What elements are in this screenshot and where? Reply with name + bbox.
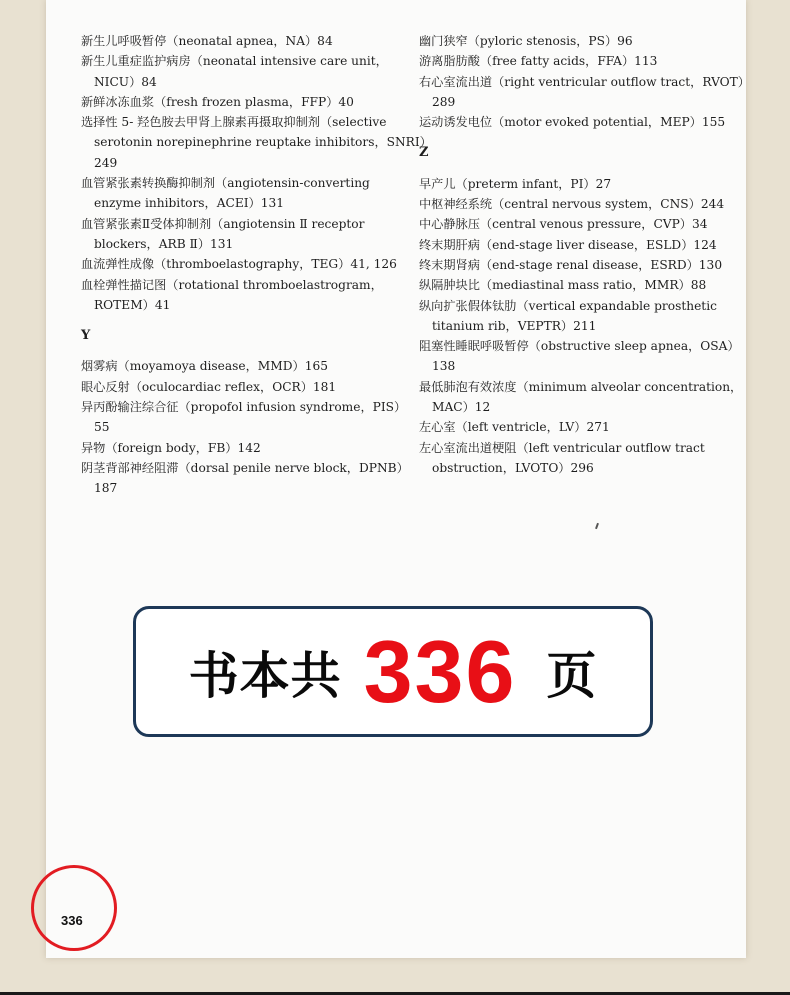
index-entry [81,397,407,438]
banner-page-count: 336 [363,621,517,721]
index-entry-text: 血栓弹性描记图（rotational thromboelastrogram， [81,277,383,292]
index-column-left [81,31,432,499]
index-entry-continuation: obstruction，LVOTO）296 [432,460,594,475]
index-entry-continuation: 55 [94,420,110,435]
index-entry-text: 右心室流出道（right ventricular outflow tract，RVOT） [419,74,750,89]
index-entry [81,254,397,274]
index-entry-continuation: serotonin norepinephrine reuptake inhibitors，SNRI） [94,135,432,150]
index-entry [419,255,733,275]
index-entry [81,112,432,173]
index-entry [81,438,397,458]
index-entry [419,31,733,51]
index-entry [419,51,733,71]
index-entry [419,72,750,113]
index-entry-text: 终末期肾病（end-stage renal disease，ESRD）130 [419,257,723,272]
index-entry-continuation: 138 [432,359,456,374]
index-entry-text: 烟雾病（moyamoya disease，MMD）165 [81,359,328,374]
index-entry-continuation: blockers，ARB Ⅱ）131 [94,236,234,251]
section-letter-y: Y [81,328,91,344]
index-entry-text: 新生儿呼吸暂停（neonatal apnea，NA）84 [81,34,333,48]
entry-list-top-left [81,31,432,315]
index-entry-text: 血流弹性成像（thromboelastography，TEG）41, 126 [81,257,397,272]
index-entry-text: 中心静脉压（central venous pressure，CVP）34 [419,217,708,232]
index-entry [419,194,733,214]
index-entry [81,356,397,376]
index-entry [419,174,733,194]
index-entry-text: 左心室流出道梗阻（left ventricular outflow tract [419,440,705,455]
index-entry-text: 最低肺泡有效浓度（minimum alveolar concentration， [419,379,743,394]
index-entry-continuation: 187 [94,481,118,496]
index-entry [419,296,733,337]
index-entry-text: 游离脂肪酸（free fatty acids，FFA）113 [419,54,658,69]
index-entry-text: 异物（foreign body，FB）142 [81,440,261,455]
index-entry-text: 幽门狭窄（pyloric stenosis，PS）96 [419,34,633,48]
index-entry-text: 选择性 5- 羟色胺去甲肾上腺素再摄取抑制剂（selective [81,115,387,130]
index-entry [419,336,740,377]
index-entry-continuation: NICU）84 [94,74,157,89]
index-entry-text: 眼心反射（oculocardiac reflex，OCR）181 [81,379,337,394]
entry-list-top-right [419,31,750,132]
index-entry-text: 左心室（left ventricle，LV）271 [419,420,610,435]
index-entry-text: 新生儿重症监护病房（neonatal intensive care unit， [81,54,388,69]
index-entry [81,31,397,51]
index-entry [419,438,733,479]
index-entry [81,458,409,499]
index-entry-continuation: titanium rib，VEPTR）211 [432,318,597,333]
index-entry [419,214,733,234]
index-entry-text: 纵向扩张假体钛肋（vertical expandable prosthetic [419,298,717,313]
index-entry [81,275,397,316]
entry-list-z [419,174,743,478]
index-entry-continuation: enzyme inhibitors，ACEI）131 [94,196,284,211]
index-entry-continuation: 249 [94,155,118,170]
index-entry-continuation: 289 [432,94,456,109]
banner-prefix: 书本共 [188,646,342,705]
index-entry-continuation: MAC）12 [432,400,491,415]
index-entry-text: 终末期肝病（end-stage liver disease，ESLD）124 [419,237,717,252]
page-number-highlight-circle [31,865,117,951]
page-number: 336 [61,913,83,928]
index-entry [419,235,733,255]
index-entry-text: 纵隔肿块比（mediastinal mass ratio，MMR）88 [419,278,707,293]
index-entry-text: 异丙酚输注综合征（propofol infusion syndrome，PIS） [81,400,407,415]
index-entry-text: 新鲜冰冻血浆（fresh frozen plasma，FFP）40 [81,94,354,109]
index-entry-text: 血管紧张素Ⅱ受体抑制剂（angiotensin Ⅱ receptor [81,216,365,231]
index-entry-text: 早产儿（preterm infant，PI）27 [419,176,612,191]
index-entry [81,214,397,255]
index-entry [419,377,743,418]
index-entry [81,173,397,214]
banner-suffix: 页 [546,646,598,705]
index-column-right [419,31,750,478]
section-letter-z: Z [419,145,429,161]
index-entry-text: 阴茎背部神经阻滞（dorsal penile nerve block，DPNB） [81,460,409,475]
index-entry [419,112,733,132]
entry-list-y [81,356,409,498]
index-entry-text: 中枢神经系统（central nervous system，CNS）244 [419,197,725,212]
page-count-banner [133,606,653,737]
index-entry-text: 血管紧张素转换酶抑制剂（angiotensin-converting [81,176,370,191]
index-entry-text: 阻塞性睡眠呼吸暂停（obstructive sleep apnea，OSA） [419,339,740,354]
index-entry [81,92,397,112]
index-entry [81,377,397,397]
index-entry [419,275,733,295]
index-entry [419,417,733,437]
index-entry-continuation: ROTEM）41 [94,297,171,312]
index-entry [81,51,397,92]
index-entry-text: 运动诱发电位（motor evoked potential，MEP）155 [419,115,726,130]
